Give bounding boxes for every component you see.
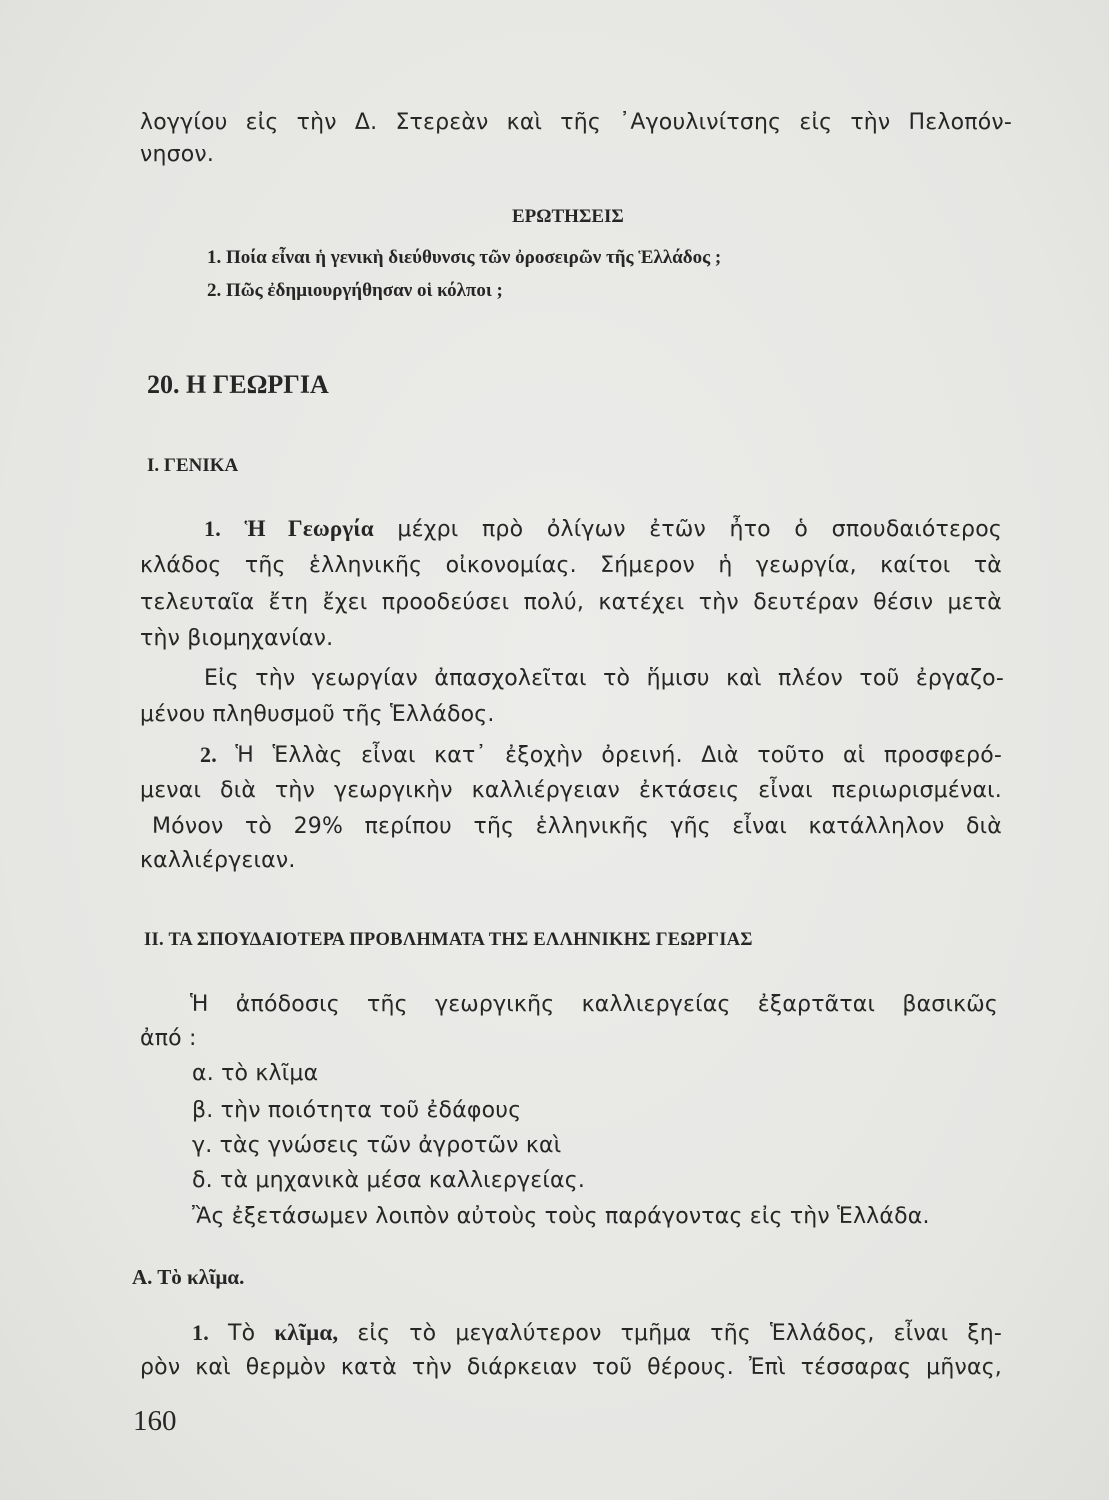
paragraph-number: 1.	[192, 1320, 209, 1345]
paragraph-line: κλάδος τῆς ἑλληνικῆς οἰκονομίας. Σήμερον ἡ γεωργία, καίτοι τὰ	[140, 553, 1002, 578]
text-span: Ἡ Ἑλλὰς εἶναι κατ᾿ ἐξοχὴν ὀρεινή. Διὰ τοῦτο αἱ προσφερό-	[235, 743, 1002, 768]
questions-heading: ΕΡΩΤΗΣΕΙΣ	[512, 206, 624, 227]
paragraph-line: τελευταῖα ἔτη ἔχει προοδεύσει πολύ, κατέχει τὴν δευτέραν θέσιν μετὰ	[140, 590, 1002, 615]
paragraph-line: Ἂς ἐξετάσωμεν λοιπὸν αὐτοὺς τοὺς παράγοντας εἰς τὴν Ἑλλάδα.	[192, 1204, 930, 1229]
paragraph-line: μένου πληθυσμοῦ τῆς Ἑλλάδος.	[140, 702, 495, 727]
list-item: δ. τὰ μηχανικὰ μέσα καλλιεργείας.	[192, 1168, 586, 1193]
section-heading: ΙΙ. ΤΑ ΣΠΟΥΔΑΙΟΤΕΡΑ ΠΡΟΒΛΗΜΑΤΑ ΤΗΣ ΕΛΛΗΝΙΚΗΣ ΓΕΩΡΓΙΑΣ	[144, 930, 753, 950]
text-span: μέχρι πρὸ ὀλίγων ἐτῶν ἦτο ὁ σπουδαιότερος	[397, 517, 1002, 542]
text-span: Τὸ	[227, 1321, 256, 1346]
paragraph-line	[204, 514, 1002, 545]
question-item: 1. Ποία εἶναι ἡ γενικὴ διεύθυνσις τῶν ὀροσειρῶν τῆς Ἑλλάδος ;	[207, 247, 722, 268]
subsection-heading: Α. Τὸ κλῖμα.	[132, 1265, 245, 1289]
chapter-title: 20. Η ΓΕΩΡΓΙΑ	[147, 370, 329, 399]
paragraph-line: Μόνον τὸ 29% περίπου τῆς ἑλληνικῆς γῆς εἶναι κατάλληλον διὰ	[152, 814, 1002, 839]
section-heading: Ι. ΓΕΝΙΚΑ	[147, 455, 239, 476]
paragraph-line: τὴν βιομηχανίαν.	[140, 626, 334, 651]
question-item: 2. Πῶς ἐδημιουργήθησαν οἱ κόλποι ;	[207, 280, 503, 301]
paragraph-line: ρὸν καὶ θερμὸν κατὰ τὴν διάρκειαν τοῦ θέρους. Ἐπὶ τέσσαρας μῆνας,	[140, 1355, 1002, 1380]
keyword: κλῖμα,	[274, 1320, 339, 1345]
paragraph-line: Ἡ ἀπόδοσις τῆς γεωργικῆς καλλιεργείας ἐξαρτᾶται βασικῶς	[190, 992, 998, 1017]
list-item: β. τὴν ποιότητα τοῦ ἐδάφους	[192, 1098, 522, 1123]
text-line: λογγίου εἰς τὴν Δ. Στερεὰν καὶ τῆς ᾿Αγουλινίτσης εἰς τὴν Πελοπόν-	[140, 110, 1012, 135]
paragraph-line	[200, 740, 1002, 771]
text-line: νησον.	[140, 142, 215, 167]
text-span: εἰς τὸ μεγαλύτερον τμῆμα τῆς Ἑλλάδος, εἶναι ξη-	[357, 1321, 1002, 1346]
list-item: γ. τὰς γνώσεις τῶν ἀγροτῶν καὶ	[192, 1133, 562, 1158]
paragraph-line: καλλιέργειαν.	[140, 848, 296, 873]
paragraph-line: Εἰς τὴν γεωργίαν ἀπασχολεῖται τὸ ἥμισυ καὶ πλέον τοῦ ἐργαζο-	[204, 666, 1004, 691]
paragraph-line	[192, 1318, 1002, 1349]
paragraph-line: ἀπό :	[140, 1026, 197, 1051]
keyword: Ἡ Γεωργία	[244, 516, 374, 541]
paragraph-number: 2.	[200, 742, 217, 767]
paragraph-line: μεναι διὰ τὴν γεωργικὴν καλλιέργειαν ἐκτάσεις εἶναι περιωρισμέναι.	[140, 778, 1002, 803]
page-number: 160	[133, 1405, 177, 1437]
list-item: α. τὸ κλῖμα	[192, 1061, 319, 1086]
paragraph-number: 1.	[204, 516, 221, 541]
